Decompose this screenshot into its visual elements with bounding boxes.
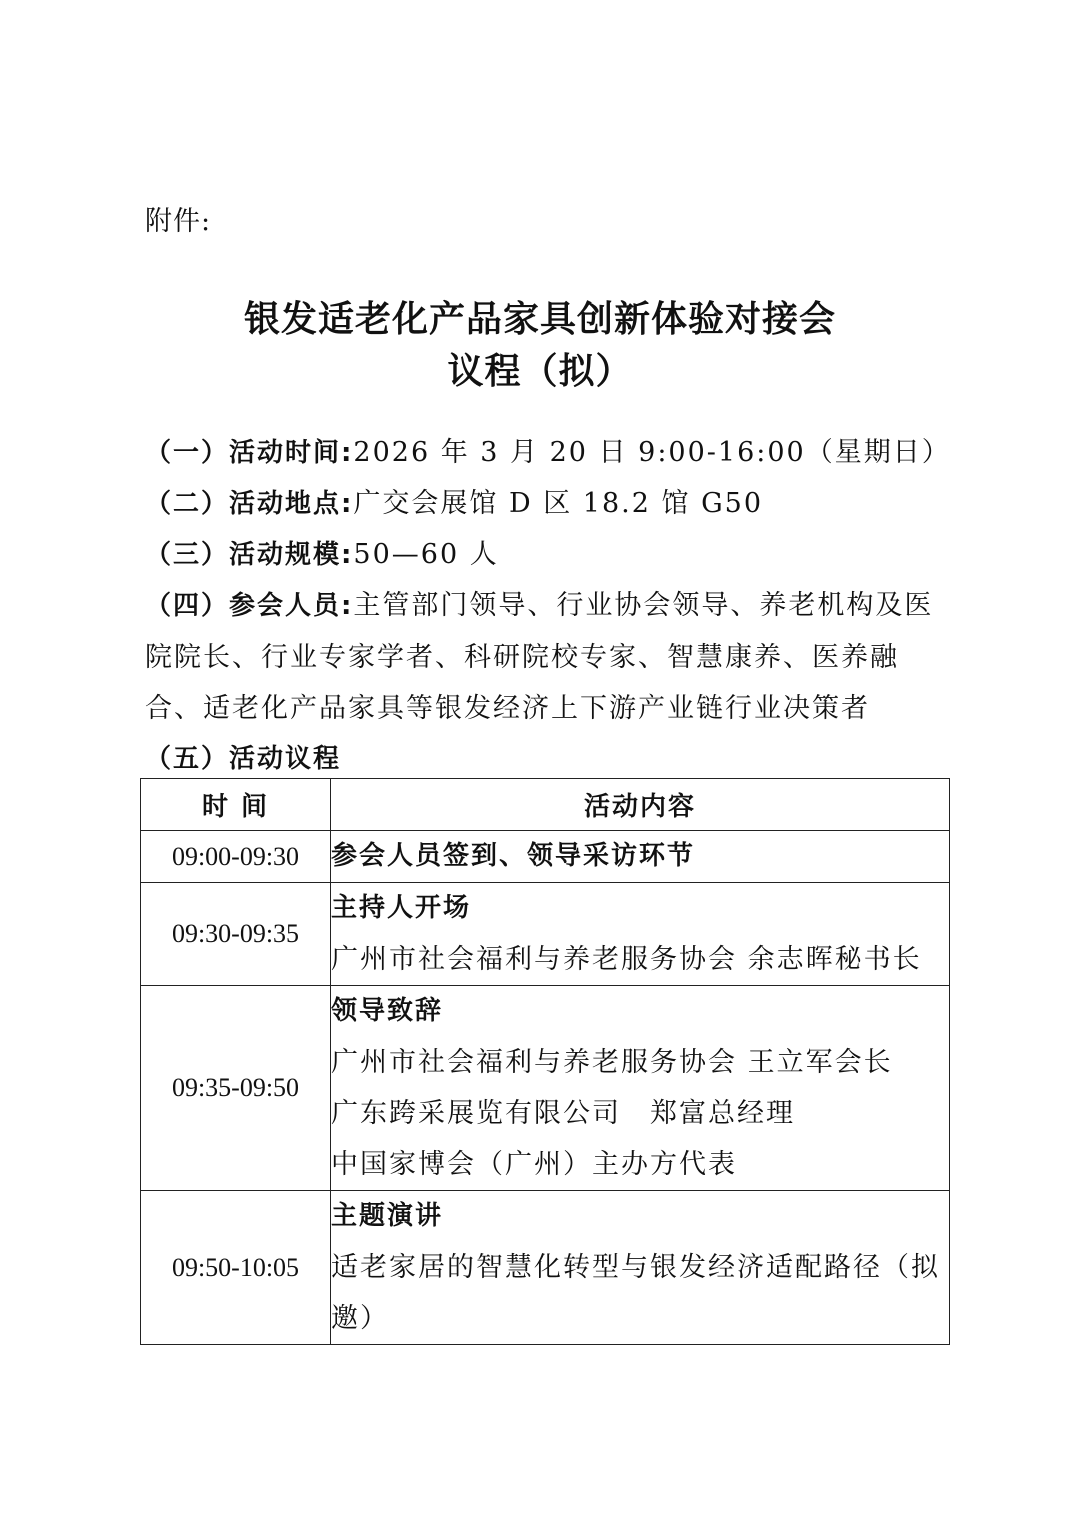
row-title: 参会人员签到、领导采访环节 — [331, 841, 696, 871]
row-detail: 广东跨采展览有限公司 郑富总经理 — [331, 1098, 795, 1129]
info-value: 广交会展馆 D 区 18.2 馆 G50 — [353, 488, 764, 519]
row-detail: 广州市社会福利与养老服务协会 王立军会长 — [331, 1047, 893, 1078]
row-content — [331, 883, 950, 986]
row-title: 领导致辞 — [331, 996, 444, 1026]
row-content — [331, 1191, 950, 1345]
row-detail: 中国家博会（广州）主办方代表 — [331, 1149, 737, 1180]
agenda-table — [140, 778, 950, 1345]
attachment-label: 附件: — [145, 206, 212, 237]
table-row — [141, 986, 950, 1191]
row-time: 09:35-09:50 — [141, 986, 331, 1191]
header-time: 时 间 — [141, 779, 331, 831]
info-value: 50—60 人 — [353, 539, 499, 570]
row-detail: 广州市社会福利与养老服务协会 余志晖秘书长 — [331, 944, 922, 975]
info-value: 2026 年 3 月 20 日 9:00-16:00（星期日） — [353, 437, 951, 468]
table-row — [141, 883, 950, 986]
info-label: （二）活动地点: — [145, 489, 354, 519]
row-title: 主持人开场 — [331, 893, 472, 923]
row-content — [331, 986, 950, 1191]
document-subtitle: 议程（拟） — [447, 351, 633, 392]
table-row — [141, 831, 950, 883]
row-time: 09:00-09:30 — [141, 831, 331, 883]
row-detail: 适老家居的智慧化转型与银发经济适配路径（拟邀） — [331, 1252, 940, 1334]
row-content — [331, 831, 950, 883]
info-activity-time — [145, 427, 955, 479]
agenda-heading-label: （五）活动议程 — [145, 744, 342, 774]
document-title: 银发适老化产品家具创新体验对接会 — [243, 299, 836, 340]
table-header-row — [141, 779, 950, 831]
info-activity-scale — [145, 529, 955, 581]
info-activity-location — [145, 478, 955, 530]
info-attendees — [145, 580, 955, 734]
row-time: 09:30-09:35 — [141, 883, 331, 986]
info-label: （一）活动时间: — [145, 438, 354, 468]
info-value: 主管部门领导、行业协会领导、养老机构及医院院长、行业专家学者、科研院校专家、智慧康养、医养融合、适老化产品家具等银发经济上下游产业链行业决策者 — [145, 590, 934, 724]
header-content: 活动内容 — [331, 779, 950, 831]
row-title: 主题演讲 — [331, 1201, 444, 1231]
info-label: （四）参会人员: — [145, 591, 354, 621]
row-time: 09:50-10:05 — [141, 1191, 331, 1345]
info-label: （三）活动规模: — [145, 540, 354, 570]
table-row — [141, 1191, 950, 1345]
